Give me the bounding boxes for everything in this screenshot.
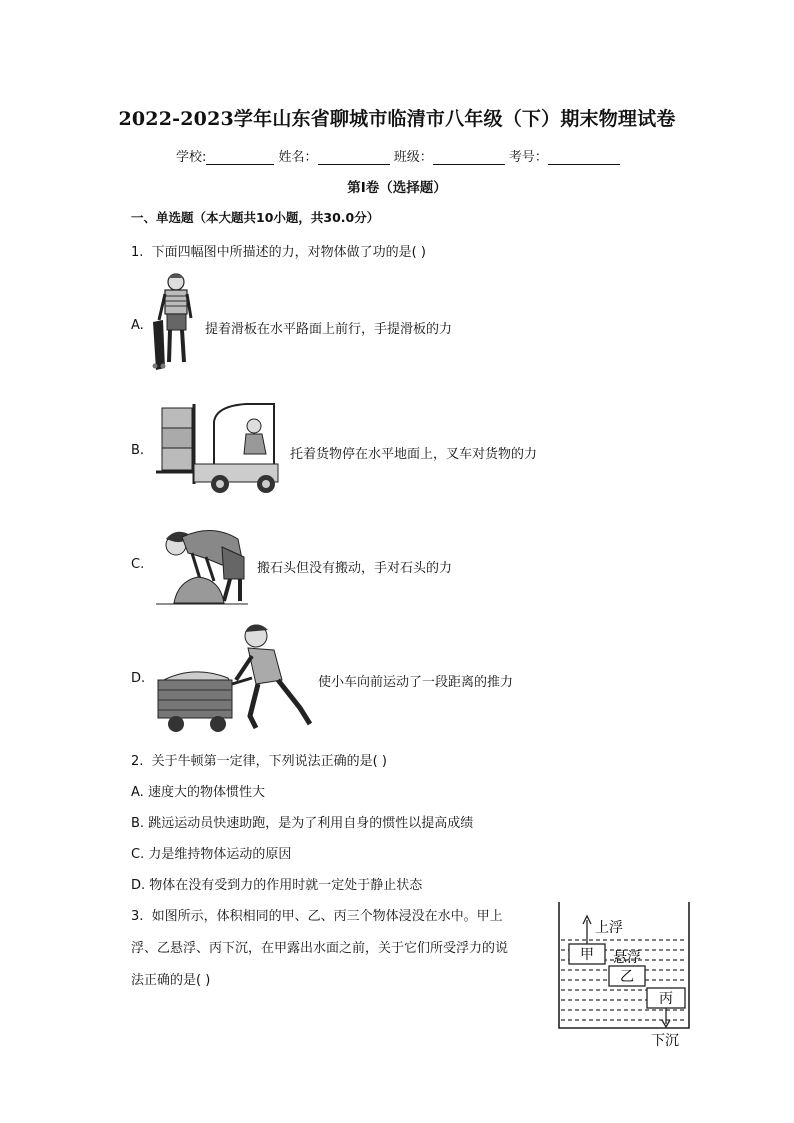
question-3-line-2: 浮、乙悬浮、丙下沉，在甲露出水面之前，关于它们所受浮力的说 (131, 941, 509, 956)
question-number: 1. (131, 245, 144, 260)
q2-option-c (131, 843, 291, 862)
option-text-c: 搬石头但没有搬动，手对石头的力 (257, 561, 453, 576)
class-blank[interactable] (433, 150, 505, 165)
option-text-b: 托着货物停在水平地面上，叉车对货物的力 (290, 447, 538, 462)
option-text: 速度大的物体惯性大 (147, 785, 265, 800)
q2-option-d (131, 874, 422, 893)
option-letter-d: D. (131, 671, 146, 686)
question-3-line-1 (131, 905, 503, 924)
option-letter: D. (131, 878, 146, 893)
class-label: 班级： (393, 150, 433, 165)
option-letter-b: B. (131, 443, 145, 458)
question-stem: 下面四幅图中所描述的力，对物体做了功的是( ) (151, 245, 426, 260)
forklift-with-boxes-image (154, 398, 286, 496)
question-stem: 关于牛顿第一定律，下列说法正确的是( ) (151, 754, 387, 769)
label-up: 上浮 (595, 920, 623, 936)
section-title: 一、单选题（本大题共10小题，共30.0分） (131, 210, 380, 225)
name-blank[interactable] (318, 150, 390, 165)
buoyancy-figure (555, 900, 695, 1048)
name-label: 姓名： (278, 150, 318, 165)
q2-option-a (131, 781, 265, 800)
option-text-d: 使小车向前运动了一段距离的推力 (318, 675, 514, 690)
option-letter: B. (131, 816, 145, 831)
woman-lifting-stone-image (152, 517, 252, 609)
question-number: 3. (131, 909, 144, 924)
school-blank[interactable] (206, 150, 274, 165)
question-3-line-3: 法正确的是( ) (131, 973, 211, 988)
question-stem-line: 如图所示，体积相同的甲、乙、丙三个物体浸没在水中。甲上 (151, 909, 503, 924)
exam-no-label: 考号： (508, 150, 548, 165)
option-text: 力是维持物体运动的原因 (148, 847, 292, 862)
label-suspend: 悬浮 (613, 950, 641, 966)
object-bing-label: 丙 (659, 991, 673, 1007)
option-letter-c: C. (131, 557, 145, 572)
option-text: 物体在没有受到力的作用时就一定处于静止状态 (149, 878, 423, 893)
question-1 (131, 241, 426, 260)
option-text-a: 提着滑板在水平路面上前行，手提滑板的力 (205, 322, 453, 337)
student-info-line (176, 146, 620, 165)
boy-carrying-skateboard-image (150, 270, 202, 378)
option-letter: A. (131, 785, 144, 800)
option-letter-a: A. (131, 318, 144, 333)
question-number: 2. (131, 754, 144, 769)
exam-no-blank[interactable] (548, 150, 620, 165)
boy-pushing-cart-image (152, 620, 314, 734)
q2-option-b (131, 812, 473, 831)
option-text: 跳远运动员快速助跑，是为了利用自身的惯性以提高成绩 (148, 816, 474, 831)
volume-title: 第I卷（选择题） (347, 180, 447, 196)
school-label: 学校: (176, 150, 207, 165)
paper-title: 2022-2023学年山东省聊城市临清市八年级（下）期末物理试卷 (118, 108, 676, 130)
label-down: 下沉 (651, 1033, 679, 1049)
question-2 (131, 750, 387, 769)
object-jia-label: 甲 (580, 947, 594, 963)
object-yi-label: 乙 (620, 969, 634, 985)
option-letter: C. (131, 847, 145, 862)
